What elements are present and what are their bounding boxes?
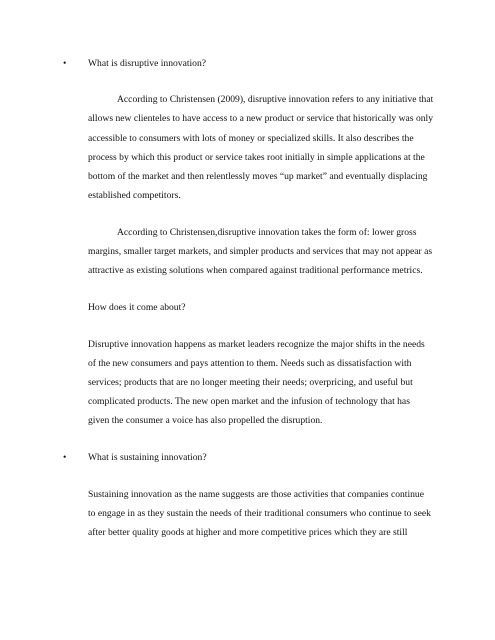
- question-heading: What is disruptive innovation?: [88, 58, 207, 69]
- bullet-marker: •: [63, 58, 67, 69]
- question-heading: What is sustaining innovation?: [88, 452, 207, 463]
- paragraph-line: complicated products. The new open market and the infusion of technology that has: [88, 396, 410, 407]
- paragraph-line: bottom of the market and then relentlessly moves “up market” and eventually displacing: [88, 171, 428, 182]
- paragraph-line: According to Christensen,disruptive innovation takes the form of: lower gross: [117, 227, 417, 238]
- paragraph-line: process by which this product or service takes root initially in simple applications at the: [88, 152, 425, 163]
- bullet-marker: •: [63, 452, 67, 463]
- question-heading: How does it come about?: [88, 302, 186, 313]
- paragraph-line: of the new consumers and pays attention to them. Needs such as dissatisfaction with: [88, 358, 412, 369]
- paragraph-line: given the consumer a voice has also propelled the disruption.: [88, 415, 323, 426]
- paragraph-line: to engage in as they sustain the needs of their traditional consumers who continue to seek: [88, 508, 431, 519]
- paragraph-line: Sustaining innovation as the name suggests are those activities that companies continue: [88, 489, 424, 500]
- paragraph-line: margins, smaller target markets, and simpler products and services that may not appear as: [88, 246, 433, 257]
- paragraph-line: allows new clienteles to have access to a new product or service that historically was only: [88, 113, 433, 124]
- paragraph-line: after better quality goods at higher and more competitive prices which they are still: [88, 527, 408, 538]
- paragraph-line: established competitors.: [88, 190, 181, 201]
- paragraph-line: Disruptive innovation happens as market leaders recognize the major shifts in the needs: [88, 339, 425, 350]
- paragraph-line: accessible to consumers with lots of money or specialized skills. It also describes the: [88, 133, 414, 144]
- paragraph-line: attractive as existing solutions when compared against traditional performance metrics.: [88, 265, 423, 276]
- paragraph-line: According to Christensen (2009), disruptive innovation refers to any initiative that: [117, 94, 434, 105]
- paragraph-line: services; products that are no longer meeting their needs; overpricing, and useful but: [88, 377, 413, 388]
